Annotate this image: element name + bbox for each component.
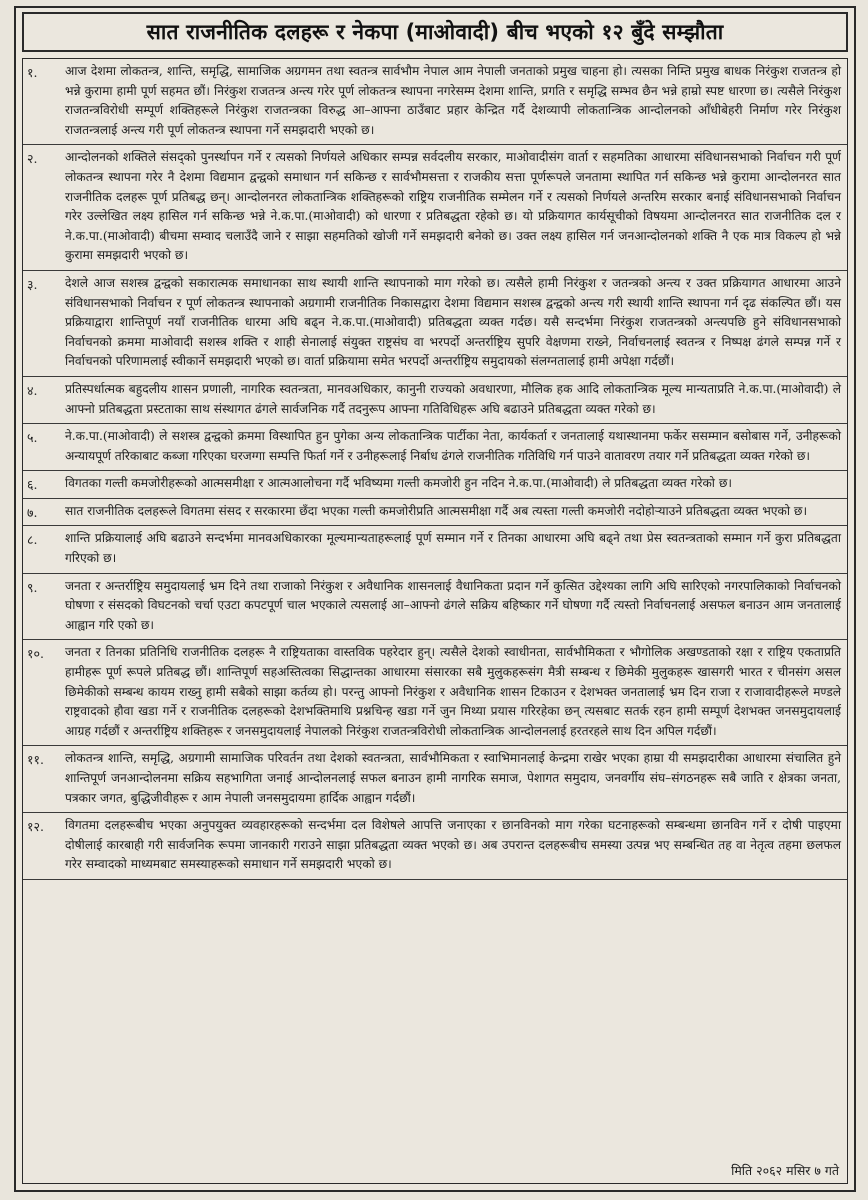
point-text: लोकतन्त्र शान्ति, समृद्धि, अग्रगामी सामाजिक परिवर्तन तथा देशको स्वतन्त्रता, सार्वभौमिकता र स्वाभिमानलाई केन्द्रमा राखेर भएका हाम्रा यी समझदारीका आधारमा संचालित हुने शान्तिपूर्ण जनआन्दोलनमा सक्रिय सहभागिता जनाई आन्दोलनलाई सफल बनाउन हामी नागरिक समाज, पेशागत समुदाय, जनवर्गीय संघ–संगठनहरू सबै जाति र क्षेत्रका जनता, पत्रकार जगत, बुद्धिजीवीहरू र आम नेपाली जनसमुदायमा हार्दिक आह्वान गर्दछौं।: [65, 751, 841, 805]
point-number: ११.: [27, 752, 44, 768]
point-11: [23, 746, 847, 813]
point-text: आन्दोलनको शक्तिले संसद्को पुनर्स्थापन गर्ने र त्यसको निर्णयले अधिकार सम्पन्न सर्वदलीय सरकार, माओवादीसंग वार्ता र सहमतिका आधारमा संविधानसभाको निर्वाचन गरी पूर्ण लोकतन्त्र स्थापना गरेर नै देशमा विद्यमान द्वन्द्वको समाधान गर्न सकिन्छ र सार्वभौमसत्ता र राजकीय सत्ता पूर्णरूपले जनतामा स्थापित गर्न सकिन्छ भन्ने कुरामा आन्दोलनरत सात राजनीतिक दलहरू पूर्ण प्रतिबद्ध छन्। आन्दोलनरत लोकतान्त्रिक शक्तिहरूको राष्ट्रिय राजनीतिक सम्मेलन गर्ने र त्यसको निर्णयले अन्तरिम सरकार बनाई संविधानसभाको निर्वाचन गरेर उल्लेखित लक्ष्य हासिल गर्न सकिन्छ भन्ने ने.क.पा.(माओवादी) को धारणा र प्रतिबद्धता रहेको छ। यो प्रक्रियागत कार्यसूचीको विषयमा आन्दोलनरत सात राजनीतिक दल र ने.क.पा.(माओवादी) बीचमा सम्वाद चलाउँदै जाने र साझा सहमतिको खोजी गर्ने समझदारी बनेको छ। उक्त लक्ष्य हासिल गर्न जनआन्दोलनको शक्ति नै एक मात्र विकल्प हो भन्ने कुरामा समझदारी भएको छ।: [65, 150, 841, 263]
point-number: ७.: [27, 504, 38, 520]
point-text: जनता र तिनका प्रतिनिधि राजनीतिक दलहरू नै राष्ट्रियताका वास्तविक पहरेदार हुन्। त्यसैले देशको स्वाधीनता, सार्वभौमिकता र भौगोलिक अखण्डताको रक्षा र राष्ट्रिय एकताप्रति हामीहरू पूर्ण रूपले प्रतिबद्ध छौं। शान्तिपूर्ण सहअस्तित्वका सिद्धान्तका आधारमा संसारका सबै मुलुकहरूसंग मैत्री सम्बन्ध र छिमेकी मुलुकहरू खासगरी भारत र चीनसंग असल छिमेकीको सम्बन्ध कायम राख्नु हामी सबैको साझा कर्तव्य हो। परन्तु आफ्नो निरंकुश र अवैधानिक शासन टिकाउन र देशभक्त जनतालाई भ्रम दिन राजा र राजावादीहरूले मण्डले राष्ट्रवादको हौवा खडा गर्ने र राजनीतिक दलहरूको देशभक्तिमाथि प्रश्नचिन्ह खडा गर्ने जुन मिथ्या प्रयास गरिरहेका छन् त्यसबाट सतर्क रहन हामी सम्पूर्ण देशभक्त जनसमुदायलाई आग्रह गर्दछौं र अन्तर्राष्ट्रिय शक्तिहरू र जनसमुदायलाई नेपालको निरंकुश राजतन्त्रविरोधी लोकतान्त्रिक आन्दोलनलाई हरतरहले साथ दिन अपिल गर्दछौं।: [65, 645, 841, 738]
point-text: सात राजनीतिक दलहरूले विगतमा संसद र सरकारमा छँदा भएका गल्ती कमजोरीप्रति आत्मसमीक्षा गर्दै अब त्यस्ता गल्ती कमजोरी नदोहोऱ्याउने प्रतिबद्धता व्यक्त भएको छ।: [65, 503, 808, 518]
point-number: ६.: [27, 477, 38, 493]
point-number: ९.: [27, 579, 38, 595]
point-5: [23, 424, 847, 471]
date-line: मिति २०६२ मसिर ७ गते: [731, 1163, 839, 1178]
page-title: सात राजनीतिक दलहरू र नेकपा (माओवादी) बीच भएको १२ बुँदे सम्झौता: [146, 20, 724, 44]
point-number: १२.: [27, 819, 44, 835]
point-3: [23, 271, 847, 377]
point-text: विगतका गल्ती कमजोरीहरूको आत्मसमीक्षा र आत्मआलोचना गर्दै भविष्यमा गल्ती कमजोरी हुन नदिन ने.क.पा.(माओवादी) ले प्रतिबद्धता व्यक्त गरेको छ।: [65, 476, 733, 491]
point-text: ने.क.पा.(माओवादी) ले सशस्त्र द्वन्द्वको क्रममा विस्थापित हुन पुगेका अन्य लोकतान्त्रिक पार्टीका नेता, कार्यकर्ता र जनतालाई यथास्थानमा फर्केर ससम्मान बसोबास गर्ने, उनीहरूको अन्यायपूर्ण तरिकाबाट कब्जा गरिएका घरजग्गा सम्पत्ति फिर्ता गर्ने र उनीहरूलाई निर्बाध ढंगले राजनीतिक गतिविधि गर्न पाउने वातावरण तयार गर्ने प्रतिबद्धता व्यक्त गरेको छ।: [65, 429, 841, 463]
point-text: देशले आज सशस्त्र द्वन्द्वको सकारात्मक समाधानका साथ स्थायी शान्ति स्थापनाको माग गरेको छ। त्यसैले हामी निरंकुश र जतन्त्रको अन्त्य र उक्त प्रक्रियागत आधारमा आउने संविधानसभाको निर्वाचन र पूर्ण लोकतन्त्र स्थापनाको अग्रगामी राजनीतिक निकासद्वारा देशमा विद्यमान सशस्त्र द्वन्द्वको अन्त्य गरी स्थायी शान्ति स्थापना गर्न दृढ संकल्पित छौं। यस प्रक्रियाद्वारा शान्तिपूर्ण नयाँ राजनीतिक धारमा अघि बढ्न ने.क.पा.(माओवादी) प्रतिबद्धता व्यक्त गर्दछ। यसै सन्दर्भमा निरंकुश राजतन्त्रको अन्त्यपछि हुने संविधानसभाको निर्वाचनको क्रममा माओवादी सशस्त्र शक्ति र शाही सेनालाई संयुक्त राष्ट्रसंघ वा भरपर्दो अन्तर्राष्ट्रिय सुपरि वेक्षणमा राख्ने, निर्वाचनलाई स्वतन्त्र र निष्पक्ष ढंगले सम्पन्न गर्ने र निर्वाचनको परिणामलाई स्वीकार्ने समझदारी भएको छ। वार्ता प्रक्रियामा समेत भरपर्दो अन्तर्राष्ट्रिय समुदायको संलग्नतालाई हामी अपेक्षा गर्दछौं।: [65, 275, 841, 369]
point-number: ८.: [27, 532, 38, 548]
point-number: १०.: [27, 646, 44, 662]
point-6: [23, 471, 847, 499]
point-8: [23, 526, 847, 573]
point-text: आज देशमा लोकतन्त्र, शान्ति, समृद्धि, सामाजिक अग्रगमन तथा स्वतन्त्र सार्वभौम नेपाल आम नेपाली जनताको प्रमुख चाहना हो। त्यसका निम्ति प्रमुख बाधक निरंकुश राजतन्त्र हो भन्ने कुरामा हामी पूर्ण सहमत छौं। निरंकुश राजतन्त्र अन्त्य गरेर पूर्ण लोकतन्त्र स्थापना नगरेसम्म देशमा शान्ति, प्रगति र समृद्धि सम्भव छैन भन्ने हाम्रो स्पष्ट धारणा छ। त्यसैले निरंकुश राजतन्त्रविरोधी सम्पूर्ण शक्तिहरूले निरंकुश राजतन्त्रका विरुद्ध आ–आफ्ना ठाउँबाट प्रहार केन्द्रित गर्दै देशव्यापी लोकतान्त्रिक आन्दोलनको आँधीबेहरी निर्माण गरेर निरंकुश राजतन्त्रलाई अन्त्य गरी पूर्ण लोकतन्त्र स्थापना गर्ने समझदारी भएको छ।: [65, 64, 841, 137]
point-4: [23, 377, 847, 424]
title-box: [22, 12, 848, 52]
points-list: [22, 58, 848, 1184]
point-9: [23, 574, 847, 641]
point-number: ४.: [27, 382, 38, 398]
point-number: १.: [27, 65, 38, 80]
point-7: [23, 499, 847, 527]
point-text: प्रतिस्पर्धात्मक बहुदलीय शासन प्रणाली, नागरिक स्वतन्त्रता, मानवअधिकार, कानुनी राज्यको अवधारणा, मौलिक हक आदि लोकतान्त्रिक मूल्य मान्यताप्रति ने.क.पा.(माओवादी) ले आफ्नो प्रतिबद्धता प्रस्टताका साथ संस्थागत ढंगले सार्वजनिक गर्दै तदनुरूप आफ्ना गतिविधिहरू अघि बढाउने प्रतिबद्धता व्यक्त गरेको छ।: [65, 381, 841, 416]
point-number: २.: [27, 151, 38, 167]
point-1: [23, 59, 847, 145]
point-number: ३.: [27, 276, 38, 292]
point-text: विगतमा दलहरूबीच भएका अनुपयुक्त व्यवहारहरूको सन्दर्भमा दल विशेषले आपत्ति जनाएका र छानविनको माग गरेका घटनाहरूको सम्बन्धमा छानविन गर्ने र दोषी पाइएमा दोषीलाई कारबाही गरी सार्वजनिक रूपमा जानकारी गराउने साझा प्रतिबद्धता व्यक्त भएको छ। अब उपरान्त दलहरूबीच समस्या उत्पन्न भए सम्बन्धित तह वा नेतृत्व तहमा छलफल गरेर सम्वादको माध्यमबाट समस्याहरूको समाधान गर्ने समझदारी भएको छ।: [65, 818, 841, 872]
point-2: [23, 145, 847, 271]
point-text: शान्ति प्रक्रियालाई अघि बढाउने सन्दर्भमा मानवअधिकारका मूल्यमान्यताहरूलाई पूर्ण सम्मान गर्ने र तिनका आधारमा अघि बढ्ने तथा प्रेस स्वतन्त्रताको सम्मान गर्ने कुरा प्रतिबद्धता गरिएको छ।: [65, 531, 841, 566]
agreement-document: [14, 6, 856, 1192]
point-12: [23, 813, 847, 880]
point-10: [23, 640, 847, 746]
point-text: जनता र अन्तर्राष्ट्रिय समुदायलाई भ्रम दिने तथा राजाको निरंकुश र अवैधानिक शासनलाई वैधानिकता प्रदान गर्ने कुत्सित उद्देश्यका लागि अघि सारिएको नगरपालिकाको निर्वाचनको घोषणा र संसदको विघटनको चर्चा एउटा कपटपूर्ण चाल भएकाले त्यसलाई आ–आफ्नो ढंगले सक्रिय बहिष्कार गर्ने घोषणा गर्दै त्यस्तो निर्वाचनलाई असफल बनाउन आम जनतालाई आह्वान गरि एको छ।: [65, 578, 841, 632]
point-number: ५.: [27, 430, 38, 446]
